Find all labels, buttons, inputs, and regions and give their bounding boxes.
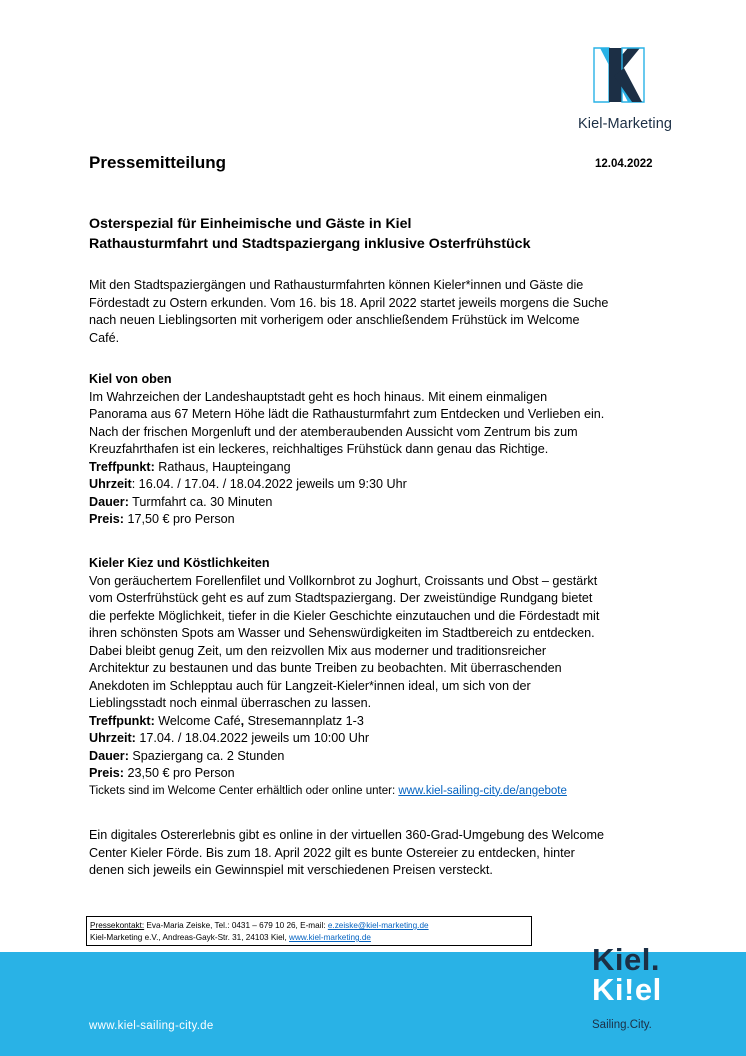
text-line: nach neuen Lieblingsorten mit vorherigem oder anschließendem Frühstück im Welcome [89, 313, 580, 327]
text-line: Mit den Stadtspaziergängen und Rathausturmfahrten können Kieler*innen und Gäste die [89, 278, 584, 292]
separator: , [240, 713, 245, 728]
time [89, 730, 669, 748]
value: Turmfahrt ca. 30 Minuten [128, 494, 273, 509]
section-kiel-von-oben [89, 371, 669, 529]
intro-paragraph [89, 277, 669, 347]
logo-line-2: Ki!el [592, 972, 662, 1007]
outro-paragraph [89, 827, 669, 880]
value: Spaziergang ca. 2 Stunden [128, 748, 285, 763]
text-line: Panorama aus 67 Metern Höhe lädt die Rathausturmfahrt zum Entdecken und Verlieben ein. [89, 407, 605, 421]
headline-line-2: Rathausturmfahrt und Stadtspaziergang inklusive Osterfrühstück [89, 236, 531, 252]
text-line: Dabei bleibt genug Zeit, um den reizvollen Mix aus moderner und traditionsreicher [89, 643, 547, 658]
kiel-sailing-city-logo [592, 942, 682, 1031]
value: 23,50 € pro Person [124, 766, 235, 780]
logo-claim: Sailing.City. [592, 1019, 652, 1031]
page-title: Pressemitteilung [89, 153, 226, 172]
value: Rathaus, Haupteingang [154, 459, 291, 474]
text-line: Anekdoten im Schlepptau auch für Langzeit-Kieler*innen ideal, um sich von der [89, 678, 531, 693]
footer-url: www.kiel-sailing-city.de [89, 1020, 214, 1032]
price [89, 765, 669, 783]
label: Uhrzeit: [89, 731, 136, 745]
value: 17.04. / 18.04.2022 jeweils um 10:00 Uhr [135, 731, 370, 745]
text-line: Nach der frischen Morgenluft und der atemberaubenden Aussicht vom Zentrum bis zum [89, 424, 578, 439]
contact-line-2 [90, 932, 528, 944]
release-date: 12.04.2022 [595, 158, 653, 170]
duration [89, 748, 669, 766]
meeting-point [89, 713, 669, 731]
contact-website-link[interactable]: www.kiel-marketing.de [289, 933, 371, 942]
text-line: Kreuzfahrthafen ist ein leckeres, reichhaltiges Frühstück dann genau das Richtige. [89, 442, 549, 456]
text-line: Ein digitales Ostererlebnis gibt es online in der virtuellen 360-Grad-Umgebung des Welcome [89, 828, 604, 842]
headline [89, 214, 669, 254]
text-line: Von geräuchertem Forellenfilet und Vollkornbrot zu Joghurt, Croissants und Obst – gestärkt [89, 573, 598, 588]
tickets-link[interactable]: www.kiel-sailing-city.de/angebote [398, 784, 567, 797]
logo-text: Kiel-Marketing [578, 116, 673, 132]
label: Preis: [89, 512, 125, 526]
tickets-text: Tickets sind im Welcome Center erhältlich oder online unter: [89, 784, 399, 797]
text-line: Lieblingsstadt noch einmal überraschen zu lassen. [89, 696, 372, 710]
press-contact-box [86, 916, 532, 946]
duration [89, 494, 669, 512]
kiel-marketing-logo [578, 46, 688, 136]
value: : 16.04. / 17.04. / 18.04.2022 jeweils um 9:30 Uhr [131, 477, 407, 491]
label: Uhrzeit [89, 477, 132, 491]
headline-line-1: Osterspezial für Einheimische und Gäste in Kiel [89, 216, 412, 232]
price [89, 511, 669, 529]
text-line: Café. [89, 330, 120, 345]
label: Preis: [89, 766, 125, 780]
text-line: Fördestadt zu Ostern erkunden. Vom 16. bis 18. April 2022 startet jeweils morgens die Suche [89, 295, 609, 310]
contact-label: Pressekontakt: [90, 921, 145, 930]
label: Treffpunkt: [89, 713, 155, 728]
logo-line-1: Kiel. [592, 942, 660, 977]
text-line: Architektur zu bestaunen und das bunte Treiben zu beobachten. Mit überraschenden [89, 661, 562, 675]
text-line: denen sich jeweils ein Gewinnspiel mit verschiedenen Preisen versteckt. [89, 863, 493, 877]
contact-line-1 [90, 920, 528, 932]
section-title: Kiel von oben [89, 372, 172, 386]
section-title: Kieler Kiez und Köstlichkeiten [89, 556, 270, 570]
meeting-point [89, 459, 669, 477]
label: Dauer: [89, 748, 129, 763]
label: Dauer: [89, 494, 129, 509]
text-line: vom Osterfrühstück geht es auf zum Stadtspaziergang. Der zweistündige Rundgang bietet [89, 591, 593, 605]
value: Stresemannplatz 1-3 [244, 713, 364, 728]
label: Treffpunkt: [89, 459, 155, 474]
contact-address: Kiel-Marketing e.V., Andreas-Gayk-Str. 31, 24103 Kiel, [90, 933, 290, 942]
text-line: Im Wahrzeichen der Landeshauptstadt geht es hoch hinaus. Mit einem einmaligen [89, 389, 548, 404]
time [89, 476, 669, 494]
tickets-info [89, 783, 669, 801]
section-kieler-kiez [89, 555, 669, 800]
contact-email-link[interactable]: e.zeiske@kiel-marketing.de [327, 921, 429, 930]
text-line: ihren schönsten Spots am Wasser und Sehenswürdigkeiten im Stadtbereich zu entdecken. [89, 626, 595, 640]
k-logo-icon [592, 46, 646, 104]
text-line: die perfekte Möglichkeit, tiefer in die Kieler Geschichte einzutauchen und die Fördestadt mit [89, 608, 600, 623]
contact-text: Eva-Maria Zeiske, Tel.: 0431 – 679 10 26, E-mail: [144, 921, 328, 930]
value: 17,50 € pro Person [124, 512, 235, 526]
text-line: Center Kieler Förde. Bis zum 18. April 2022 gilt es bunte Ostereier zu entdecken, hinter [89, 845, 575, 860]
value: Welcome Café [154, 713, 241, 728]
